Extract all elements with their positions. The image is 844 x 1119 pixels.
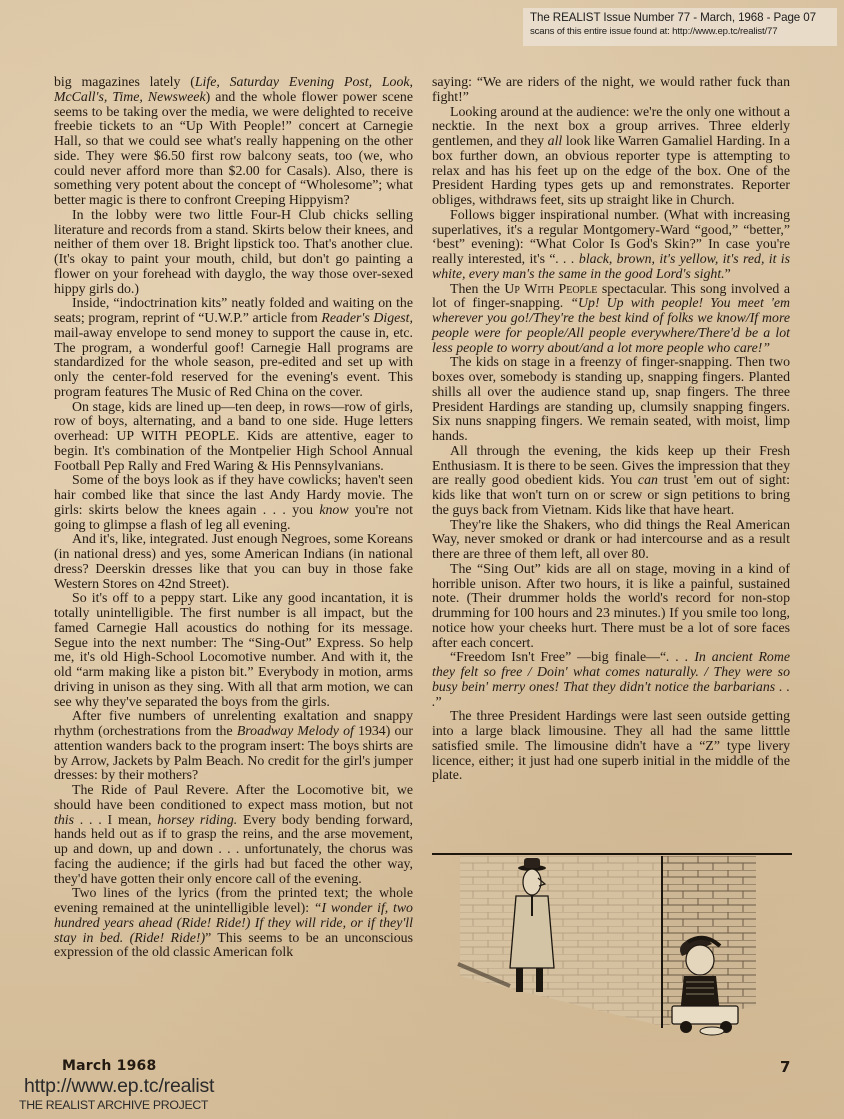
italic-text: “Up! Up with people! You meet 'em wherever you go!/They're the best kind of folks we know/If more people were for people/All people everywhere/There'd be a lot less people to worry about/and a lot more people who care!” bbox=[432, 295, 791, 355]
paragraph-text: “Freedom Isn't Free” —big finale—“ bbox=[450, 649, 667, 665]
paragraph-text: saying: “We are riders of the night, we would rather fuck than fight!” bbox=[432, 74, 790, 104]
italic-text: Life, Saturday Evening Post, Look, McCall's, Time, Newsweek bbox=[54, 74, 413, 104]
italic-text: Broadway Melody of bbox=[236, 723, 354, 738]
footer-issue-date: March 1968 bbox=[62, 1058, 157, 1074]
cartoon-divider-rule bbox=[432, 853, 792, 855]
paragraph-text: On stage, kids are lined up—ten deep, in rows—row of girls, row of boys, alternating, and a band to one side. Huge letters overhead: UP WITH PEOPLE. Kids are attentive, eager to begin. It's combination of the Montpelier High School Annual Football Pep Rally and Fred Waring & His Pennsylvanians. bbox=[54, 398, 413, 473]
article-paragraph bbox=[432, 562, 790, 651]
article-paragraph bbox=[54, 473, 413, 532]
paragraph-text: The three President Hardings were last seen outside getting into a large black limousine. They all had the same litttle satisfied smile. The limousine didn't have a “Z” type livery licence, either; it just had one superb initial in the middle of the plate. bbox=[432, 708, 790, 783]
paragraph-text: So it's off to a peppy start. Like any good incantation, it is totally unintelligible. The first number is all impact, but the famed Carnegie Hall acoustics do nothing for its message. Segue into the next number: The “Sing-Out” Express. So help me, it's old High-School Locomotive number. And with it, the old “arm making like a piston bit.” Everybody in motion, arms driving in unison as they sing. With all that arm motion, we can see why they've separated the boys from the girls. bbox=[54, 590, 413, 709]
article-column-left bbox=[54, 75, 413, 960]
article-paragraph bbox=[432, 355, 790, 444]
paragraph-text: look like Warren Gamaliel Harding. In a box further down, an obvious reporter type is attempting to relax and has his feet up on the edge of the box. One of the President Harding types gets up and remonstrates. Reporter obliges, withdraws feet, sits up straight like in Church. bbox=[432, 133, 790, 207]
italic-text: this bbox=[54, 811, 75, 827]
italic-text: . . . In ancient Rome they felt so free / Doin' what comes naturally. / They were so busy bein' merry ones! That they didn't notice the barbarians . . . bbox=[432, 649, 790, 709]
paragraph-text: After five numbers of unrelenting exaltation and snappy rhythm (orchestrations from the bbox=[54, 708, 413, 738]
paragraph-text: They're like the Shakers, who did things the Real American Way, never smoked or drank or had intercourse and as a result there are three of them left, all over 80. bbox=[432, 516, 790, 561]
article-paragraph bbox=[54, 886, 413, 960]
article-paragraph bbox=[432, 75, 790, 105]
brick-wall-left bbox=[460, 856, 662, 1026]
article-paragraph bbox=[54, 591, 413, 709]
article-column-right bbox=[432, 75, 790, 783]
paragraph-text: The Ride of Paul Revere. After the Locomotive bit, we should have been conditioned to expect mass motion, but not bbox=[54, 782, 413, 812]
paragraph-text: spectacular. This song involved a lot of finger-snapping. bbox=[432, 280, 791, 311]
italic-text: all bbox=[547, 133, 563, 148]
paragraph-text: you're not going to glimpse a flash of leg all evening. bbox=[54, 501, 413, 532]
article-paragraph bbox=[54, 783, 413, 886]
article-paragraph bbox=[432, 105, 790, 208]
paragraph-text: ” This seems to be an unconscious expression of the old classic American folk bbox=[54, 929, 413, 960]
article-paragraph bbox=[54, 75, 413, 208]
paragraph-text: big magazines lately ( bbox=[54, 74, 195, 89]
article-paragraph bbox=[432, 208, 790, 282]
article-paragraph bbox=[432, 282, 790, 356]
paragraph-text: Then the bbox=[450, 280, 505, 296]
paragraph-text: mail-away envelope to send money to support the cause in, etc. The program, a wonderful goof! Carnegie Hall programs are standardized for the whole season, pre-edited and set up with only the center-fold reserved for the evening's event. This program features The Music of Red China on the cover. bbox=[54, 324, 413, 399]
paragraph-text: Every body bending forward, hands held out as if to grasp the reins, and the arse movement, up and down, up and down . . . unfortunately, the chorus was facing the audience; if the girls had but faced the other way, they'd have gotten their only encore call of the evening. bbox=[54, 811, 413, 886]
smallcaps-text: Up With People bbox=[504, 280, 598, 296]
article-paragraph bbox=[54, 400, 413, 474]
italic-text: horsey riding. bbox=[157, 811, 238, 827]
paragraph-text: Some of the boys look as if they have cowlicks; haven't seen hair combed like that since the last Andy Hardy movie. The girls: skirts below the knees again . . . you bbox=[54, 472, 413, 517]
article-paragraph bbox=[432, 709, 790, 783]
article-paragraph bbox=[432, 650, 790, 709]
paragraph-text: ” bbox=[435, 693, 442, 709]
article-paragraph bbox=[432, 518, 790, 562]
paragraph-text: trust 'em out of sight: kids like that won't turn on or screw or sign petitions to bring the guys back from Vietnam. Kids like that have heart. bbox=[432, 472, 790, 517]
archive-scan-link[interactable]: scans of this entire issue found at: http://www.ep.tc/realist/77 bbox=[530, 26, 778, 37]
paragraph-text: Two lines of the lyrics (from the printed text; the whole evening remained at the unintelligible level): bbox=[54, 885, 413, 915]
cartoon-illustration bbox=[450, 856, 790, 1036]
italic-text: can bbox=[637, 472, 658, 488]
paragraph-text: Looking around at the audience: we're the only one without a necktie. In the next box a group arrives. Three elderly gentlemen, and they bbox=[432, 103, 790, 148]
italic-text: know bbox=[319, 501, 349, 517]
italic-text: Reader's Digest, bbox=[321, 310, 413, 325]
paragraph-text: Inside, “indoctrination kits” neatly folded and waiting on the seats; program, reprint of “U.W.P.” article from bbox=[54, 295, 413, 325]
article-paragraph bbox=[432, 444, 790, 518]
footer-page-number: 7 bbox=[780, 1058, 791, 1076]
archive-header bbox=[523, 8, 837, 46]
article-paragraph bbox=[54, 532, 413, 591]
paragraph-text: ) and the whole flower power scene seems to be taking over the media, we were delighted to receive freebie tickets to an “Up With People!” concert at Carnegie Hall, so that we could see what's really happening on the other side. They were $6.50 first row balcony seats, too (we, who could never afford more than $2.00 for Casals). Also, there is something very potent about the concept of “Wholesome”; what better magic is there to confront Creeping Hippyism? bbox=[54, 88, 414, 207]
paragraph-text: . . . I mean, bbox=[74, 811, 158, 827]
footer-archive-url[interactable]: http://www.ep.tc/realist bbox=[24, 1075, 215, 1097]
paragraph-text: All through the evening, the kids keep up their Fresh Enthusiasm. It is there to be seen. Gives the impression that they are really good obedient kids. You bbox=[432, 442, 790, 488]
paragraph-text: The kids on stage in a freenzy of finger-snapping. Then two boxes over, somebody is standing up, snapping fingers. Planted shills all over the audience stand up, snap fingers. The three President Hardings are standing up, clumsily snapping fingers. Six nuns snapping fingers. We remain seated, with moist, limp hands. bbox=[432, 354, 790, 443]
article-paragraph bbox=[54, 208, 413, 297]
paragraph-text: And it's, like, integrated. Just enough Negroes, some Koreans (in national dress) and yes, some American Indians (in national dress? Deerskin dresses like that you can buy in those fake Western Stores on 42nd Street). bbox=[54, 531, 413, 591]
article-paragraph bbox=[54, 709, 413, 783]
paragraph-text: In the lobby were two little Four-H Club chicks selling literature and records from a stand. Skirts below their knees, and neither of them over 18. Bright lipstick too. That's another clue. (It's okay to paint your mouth, child, but don't go painting a flower on your forehead with dayglo, the way those over-sexed hippy girls do.) bbox=[54, 206, 413, 296]
footer-archive-project: THE REALIST ARCHIVE PROJECT bbox=[19, 1098, 209, 1112]
italic-text: “I wonder if, two hundred years ahead (Ride! Ride!) If they will ride, or if they'll stay in bed. (Ride! Ride!) bbox=[54, 900, 413, 945]
article-paragraph bbox=[54, 296, 413, 399]
paragraph-text: The “Sing Out” kids are all on stage, moving in a kind of horrible unison. After two hours, it is like a painful, sustained note. (Their drummer holds the world's record for non-stop drumming for 100 hours and 23 minutes.) If you smile too long, notice how your cheeks hurt. There must be a lot of sore faces after each concert. bbox=[432, 560, 790, 650]
paragraph-text: ” bbox=[724, 265, 731, 281]
paragraph-text: Follows bigger inspirational number. (What with increasing superlatives, it's a regular Montgomery-Ward “good,” “better,” ‘best” evening): “What Color Is God's Skin?” In case you're really interested, it's “ bbox=[432, 206, 790, 266]
archive-issue-title: The REALIST Issue Number 77 - March, 1968 - Page 07 bbox=[530, 11, 816, 24]
italic-text: . . . black, brown, it's yellow, it's red, it is white, every man's the same in the good Lord's sight. bbox=[432, 251, 790, 281]
paragraph-text: 1934) our attention wanders back to the program insert: The boys shirts are by Arrow, Jackets by Palm Beach. No credit for the girl's jumper dresses: by their mothers? bbox=[54, 723, 413, 783]
